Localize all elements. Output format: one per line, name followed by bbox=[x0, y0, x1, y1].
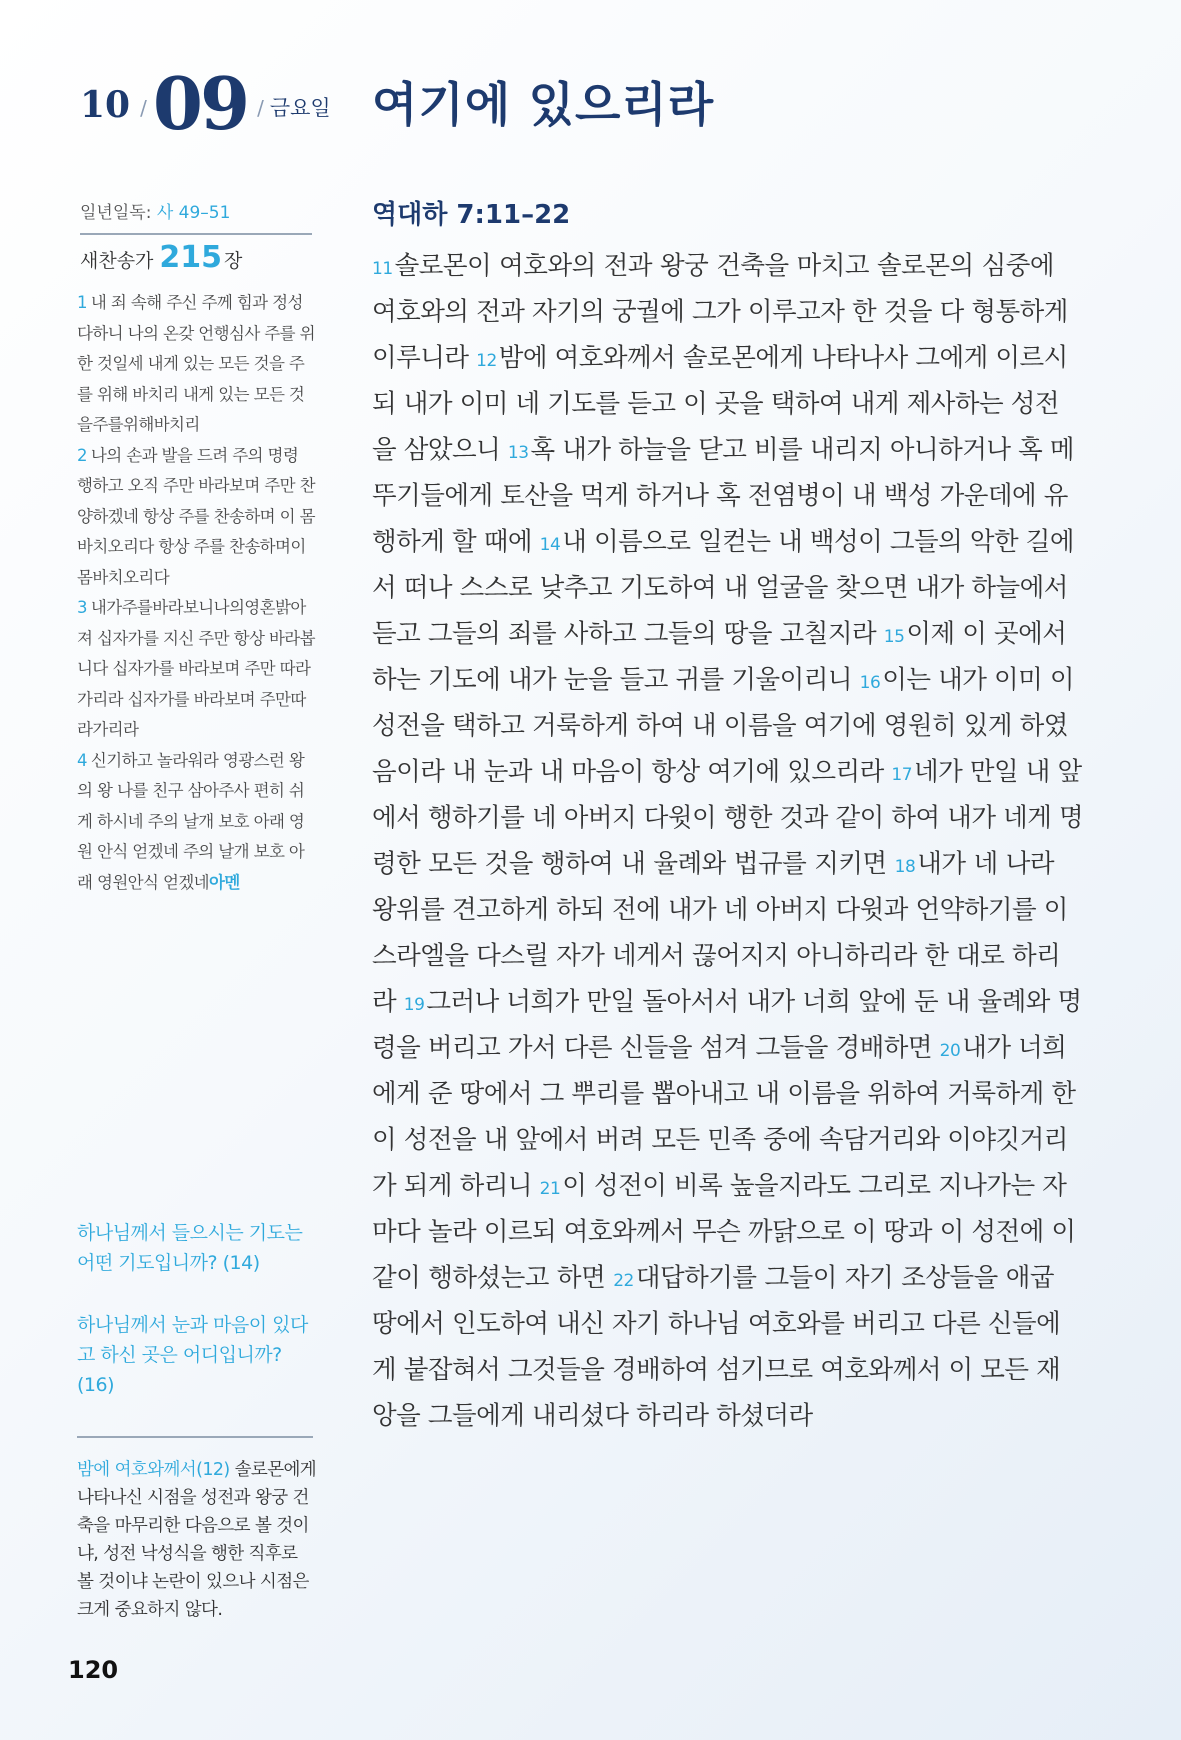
hymn-verse bbox=[77, 288, 317, 441]
verse-text: 에게 준 땅에서 그 뿌리를 뽑아내고 내 이름을 위하여 거룩하게 한 bbox=[372, 1079, 1076, 1109]
verse-text: 서 떠나 스스로 낮추고 기도하여 내 얼굴을 찾으면 내가 하늘에서 bbox=[372, 573, 1068, 603]
reading-label: 일년일독: bbox=[80, 203, 152, 223]
weekday: 금요일 bbox=[269, 96, 331, 120]
date-separator: / bbox=[140, 96, 147, 120]
month: 10 bbox=[80, 84, 131, 126]
hymn-suffix: 장 bbox=[224, 250, 243, 272]
passage-line bbox=[372, 657, 1075, 703]
verse-number: 16 bbox=[859, 673, 881, 693]
verse-text: 여호와의 전과 자기의 궁궐에 그가 이루고자 한 것을 다 형통하게 bbox=[372, 297, 1068, 327]
passage-line bbox=[372, 703, 1068, 749]
passage-line bbox=[372, 749, 1082, 795]
verse-text: 이제 이 곳에서 bbox=[906, 619, 1067, 649]
verse-text: 이 성전이 비록 높을지라도 그리로 지나가는 자 bbox=[562, 1171, 1067, 1201]
verse-text: 내가 네 나라 bbox=[917, 849, 1054, 879]
divider bbox=[77, 1436, 313, 1438]
verse-text: 스라엘을 다스릴 자가 네게서 끊어지지 아니하리라 한 대로 하리 bbox=[372, 941, 1061, 971]
verse-text: 내 이름으로 일컫는 내 백성이 그들의 악한 길에 bbox=[562, 527, 1075, 557]
verse-text: 밤에 여호와께서 솔로몬에게 나타나사 그에게 이르시 bbox=[498, 343, 1068, 373]
verse-text: 라 bbox=[372, 987, 404, 1017]
verse-text: 에서 행하기를 네 아버지 다윗이 행한 것과 같이 하여 내가 네게 명 bbox=[372, 803, 1084, 833]
passage-line bbox=[372, 979, 1082, 1025]
hymn-verse-text: 나의 손과 발을 드려 주의 명령 행하고 오직 주만 바라보며 주만 찬양하겠네 항상 주를 찬송하며 이 몸 바치오리다 항상 주를 찬송하며이몸바치오리다 bbox=[77, 445, 315, 587]
verse-text: 땅에서 인도하여 내신 자기 하나님 여호와를 버리고 다른 신들에 bbox=[372, 1309, 1061, 1339]
hymn-number: 215 bbox=[159, 240, 223, 275]
passage-line bbox=[372, 1255, 1054, 1301]
passage-line bbox=[372, 1347, 1061, 1393]
verse-text: 이 성전을 내 앞에서 버려 모든 민족 중에 속담거리와 이야깃거리 bbox=[372, 1125, 1068, 1155]
verse-number: 15 bbox=[883, 627, 905, 647]
day: 09 bbox=[152, 61, 248, 146]
date-header bbox=[80, 60, 331, 146]
hymn-prefix: 새찬송가 bbox=[80, 250, 154, 272]
passage-line bbox=[372, 519, 1075, 565]
passage-line bbox=[372, 427, 1075, 473]
verse-text: 게 붙잡혀서 그것들을 경배하여 섬기므로 여호와께서 이 모든 재 bbox=[372, 1355, 1061, 1385]
passage-line bbox=[372, 565, 1068, 611]
page-number: 120 bbox=[68, 1656, 119, 1684]
verse-text: 을 삼았으니 bbox=[372, 435, 508, 465]
verse-text: 령한 모든 것을 행하여 내 율례와 법규를 지키면 bbox=[372, 849, 895, 879]
verse-text: 솔로몬이 여호와의 전과 왕궁 건축을 마치고 솔로몬의 심중에 bbox=[394, 251, 1054, 281]
verse-text: 이는 내가 이미 이 bbox=[882, 665, 1075, 695]
verse-text: 가 되게 하리니 bbox=[372, 1171, 540, 1201]
verse-number: 22 bbox=[613, 1271, 634, 1291]
hymn-verse-text: 내 죄 속해 주신 주께 힘과 정성 다하니 나의 온갖 언행심사 주를 위한 것일세 내게 있는 모든 것을 주를 위해 바치리 내게 있는 모든 것을주를위해바치리 bbox=[77, 293, 315, 434]
note-highlight: 밤에 여호와께서(12) bbox=[77, 1460, 230, 1480]
verse-text: 이루니라 bbox=[372, 343, 477, 373]
commentary-note bbox=[77, 1456, 317, 1624]
verse-text: 앙을 그들에게 내리셨다 하리라 하셨더라 bbox=[372, 1401, 813, 1431]
passage-line bbox=[372, 473, 1068, 519]
passage-line bbox=[372, 887, 1068, 933]
passage-line bbox=[372, 1393, 1054, 1439]
verse-number: 13 bbox=[507, 443, 529, 463]
verse-number: 20 bbox=[939, 1041, 961, 1061]
passage-line bbox=[372, 841, 1054, 887]
verse-text: 마다 놀라 이르되 여호와께서 무슨 까닭으로 이 땅과 이 성전에 이 bbox=[372, 1217, 1076, 1247]
passage-line bbox=[372, 1163, 1067, 1209]
passage-line bbox=[372, 243, 1054, 289]
passage-line bbox=[372, 1025, 1067, 1071]
hymn-verse bbox=[77, 746, 317, 899]
hymn-verse-number: 2 bbox=[77, 445, 87, 465]
verse-text: 혹 내가 하늘을 닫고 비를 내리지 아니하거나 혹 메 bbox=[530, 435, 1075, 465]
verse-text: 같이 행하셨는고 하면 bbox=[372, 1263, 614, 1293]
verse-text: 뚜기들에게 토산을 먹게 하거나 혹 전염병이 내 백성 가운데에 유 bbox=[372, 481, 1068, 511]
passage-line bbox=[372, 381, 1059, 427]
passage-line bbox=[372, 1209, 1076, 1255]
hymn-verse-text: 내가주를바라보니나의영혼밝아져 십자가를 지신 주만 항상 바라봅니다 십자가를 바라보며 주만 따라가리라 십자가를 바라보며 주만따라가리라 bbox=[77, 598, 315, 739]
verse-text: 그러나 너희가 만일 돌아서서 내가 너희 앞에 둔 내 율례와 명 bbox=[426, 987, 1082, 1017]
verse-text: 성전을 택하고 거룩하게 하여 내 이름을 여기에 영원히 있게 하였 bbox=[372, 711, 1068, 741]
verse-number: 14 bbox=[539, 535, 561, 555]
hymn-verse bbox=[77, 593, 317, 746]
date-separator: / bbox=[257, 96, 264, 120]
passage-line bbox=[372, 611, 1067, 657]
verse-number: 12 bbox=[476, 351, 497, 371]
verse-text: 대답하기를 그들이 자기 조상들을 애굽 bbox=[635, 1263, 1055, 1293]
verse-number: 17 bbox=[891, 765, 913, 785]
verse-text: 하는 기도에 내가 눈을 들고 귀를 기울이리니 bbox=[372, 665, 860, 695]
reflection-question-2: 하나님께서 눈과 마음이 있다고 하신 곳은 어디입니까? (16) bbox=[77, 1314, 308, 1396]
verse-number: 11 bbox=[372, 259, 393, 279]
note-text: 솔로몬에게 나타나신 시점을 성전과 왕궁 건축을 마무리한 다음으로 볼 것이냐, 성전 낙성식을 행한 직후로 볼 것이냐 논란이 있으나 시점은 크게 중요하지 않다. bbox=[77, 1460, 317, 1620]
scripture-passage bbox=[372, 243, 1084, 1439]
hymn-verse-number: 3 bbox=[77, 598, 87, 617]
hymn-verse-number: 1 bbox=[77, 293, 87, 312]
passage-line bbox=[372, 1071, 1076, 1117]
reflection-question-1: 하나님께서 들으시는 기도는 어떤 기도입니까? (14) bbox=[77, 1222, 303, 1274]
amen: 아멘 bbox=[209, 872, 240, 892]
hymn-verse bbox=[77, 441, 317, 594]
passage-line bbox=[372, 933, 1061, 979]
verse-text: 행하게 할 때에 bbox=[372, 527, 540, 557]
reading-value: 사 49–51 bbox=[156, 203, 231, 223]
verse-text: 음이라 내 눈과 내 마음이 항상 여기에 있으리라 bbox=[372, 757, 892, 787]
passage-line bbox=[372, 1301, 1061, 1347]
verse-text: 되 내가 이미 네 기도를 듣고 이 곳을 택하여 내게 제사하는 성전 bbox=[372, 389, 1059, 419]
verse-number: 18 bbox=[894, 857, 916, 877]
passage-line bbox=[372, 289, 1068, 335]
passage-line bbox=[372, 795, 1084, 841]
page-title: 여기에 있으리라 bbox=[372, 78, 715, 133]
passage-line bbox=[372, 1117, 1068, 1163]
verse-text: 령을 버리고 가서 다른 신들을 섬겨 그들을 경배하면 bbox=[372, 1033, 940, 1063]
hymn-verse-text: 신기하고 놀라워라 영광스런 왕의 왕 나를 친구 삼아주사 편히 쉬게 하시네 주의 날개 보호 아래 영원 안식 얻겠네 주의 날개 보호 아래 영원안식 얻겠네 bbox=[77, 750, 305, 892]
verse-number: 21 bbox=[539, 1179, 561, 1199]
scripture-reference: 역대하 7:11–22 bbox=[372, 200, 571, 230]
verse-number: 19 bbox=[403, 995, 425, 1015]
passage-line bbox=[372, 335, 1068, 381]
hymn-lyrics bbox=[77, 288, 317, 898]
verse-text: 듣고 그들의 죄를 사하고 그들의 땅을 고칠지라 bbox=[372, 619, 884, 649]
verse-text: 네가 만일 내 앞 bbox=[914, 757, 1082, 787]
verse-text: 왕위를 견고하게 하되 전에 내가 네 아버지 다윗과 언약하기를 이 bbox=[372, 895, 1068, 925]
hymn-heading bbox=[80, 240, 242, 275]
verse-text: 내가 너희 bbox=[962, 1033, 1067, 1063]
hymn-verse-number: 4 bbox=[77, 750, 87, 770]
annual-reading bbox=[80, 198, 312, 235]
